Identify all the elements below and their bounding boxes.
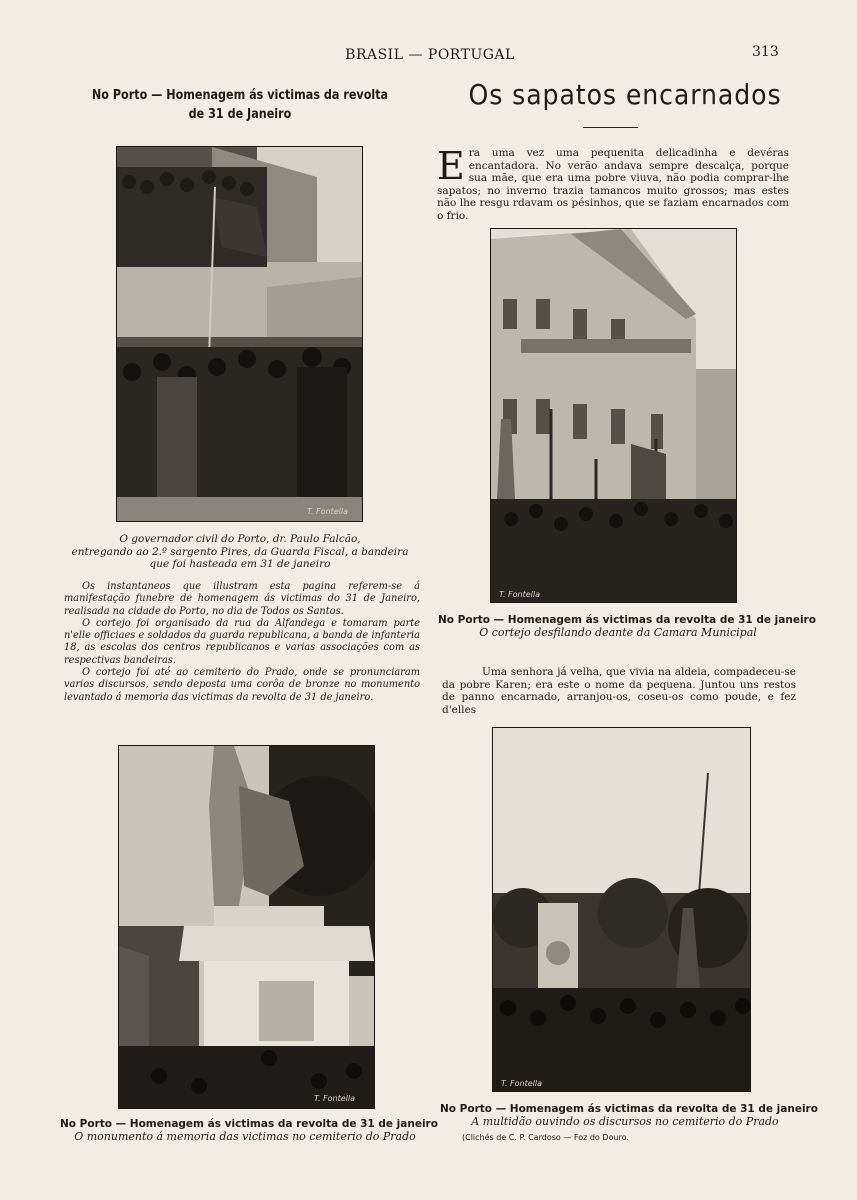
page-number: 313 bbox=[752, 44, 779, 60]
photo-credit: (Clichés de C. P. Cardoso — Foz do Douro. bbox=[462, 1133, 629, 1142]
photo-governor-flag-caption bbox=[60, 533, 420, 571]
photo-monument-caption: O monumento á memoria das victimas no cemiterio do Prado bbox=[74, 1130, 416, 1143]
photo-monument-signature: T. Fontella bbox=[314, 1094, 355, 1103]
photo-governor-flag-image bbox=[117, 147, 362, 521]
story-title: Os sapatos encarnados bbox=[468, 78, 782, 111]
story-paragraph-2-text: Uma senhora já velha, que vivia na aldeia, compadeceu-se da pobre Karen; era este o nome da pequena. Juntou uns restos de panno encarnado, arranjou-os, coseu-os como poude, e fez d'elles bbox=[442, 666, 796, 716]
photo-procession-title: No Porto — Homenagem ás victimas da revolta de 31 de janeiro bbox=[438, 614, 816, 626]
running-title: BRASIL — PORTUGAL bbox=[345, 47, 515, 63]
photo-crowd-title: No Porto — Homenagem ás victimas da revolta de 31 de janeiro bbox=[440, 1103, 818, 1115]
story-paragraph-1-text: ra uma vez uma pequenita delicadinha e devéras encantadora. No verão andava sempre descalça, porque sua mãe, que era uma pobre viuva, não podia comprar-lhe sapatos; no inverno trazia tamancos muito grossos; mas estes não lhe resgu rdavam os pésinhos, que se faziam encarnados com o frio. bbox=[437, 147, 789, 222]
photo-crowd-cemetery bbox=[492, 727, 751, 1092]
photo-crowd-image bbox=[493, 728, 750, 1091]
title-divider bbox=[583, 127, 638, 128]
drop-cap: E bbox=[437, 144, 465, 188]
photo-procession-image bbox=[491, 229, 736, 602]
photo-procession-caption: O cortejo desfilando deante da Camara Municipal bbox=[479, 626, 757, 639]
left-headline-line1: No Porto — Homenagem ás victimas da revolta bbox=[91, 88, 389, 103]
caption-line-2: entregando ao 2.º sargento Pires, da Guarda Fiscal, a bandeira bbox=[71, 545, 409, 558]
caption-line-1: O governador civil do Porto, dr. Paulo Falcão, bbox=[119, 533, 361, 545]
photo-monument-title: No Porto — Homenagem ás victimas da revolta de 31 de janeiro bbox=[60, 1118, 438, 1130]
photo-crowd-caption: A multidão ouvindo os discursos no cemiterio do Prado bbox=[471, 1115, 779, 1128]
intro-paragraph-3: O cortejo foi até ao cemiterio do Prado, onde se pronunciaram varios discursos, sendo deposta uma corôa de bronze no monumento levantado á memoria das victimas da revolta de 31 de janeiro. bbox=[64, 667, 420, 703]
photo-procession-town-hall bbox=[490, 228, 737, 603]
intro-text bbox=[64, 581, 420, 704]
photo-monument-image bbox=[119, 746, 374, 1108]
caption-line-3: que foi hasteada em 31 de janeiro bbox=[149, 558, 331, 570]
left-headline-line2: de 31 de Janeiro bbox=[188, 107, 292, 122]
photo-monument bbox=[118, 745, 375, 1109]
left-headline bbox=[85, 86, 395, 124]
story-paragraph-1 bbox=[437, 144, 789, 223]
story-paragraph-2 bbox=[442, 666, 796, 716]
intro-paragraph-2: O cortejo foi organisado da rua da Alfandega e tomaram parte n'elle officiaes e soldados da guarda republicana, a banda de infanteria 18, as escolas dos centros republicanos e varias associações com as respectivas bandeiras. bbox=[64, 617, 420, 666]
photo-crowd-signature: T. Fontella bbox=[501, 1079, 542, 1088]
photo-governor-flag bbox=[116, 146, 363, 522]
photo-governor-flag-signature: T. Fontella bbox=[307, 507, 348, 516]
photo-procession-signature: T. Fontella bbox=[499, 590, 540, 599]
intro-paragraph-1: Os instantaneos que illustram esta pagina referem-se á manifestação funebre de homenagem ás victimas do 31 de Janeiro, realisada na cidade do Porto, no dia de Todos os Santos. bbox=[64, 581, 420, 617]
